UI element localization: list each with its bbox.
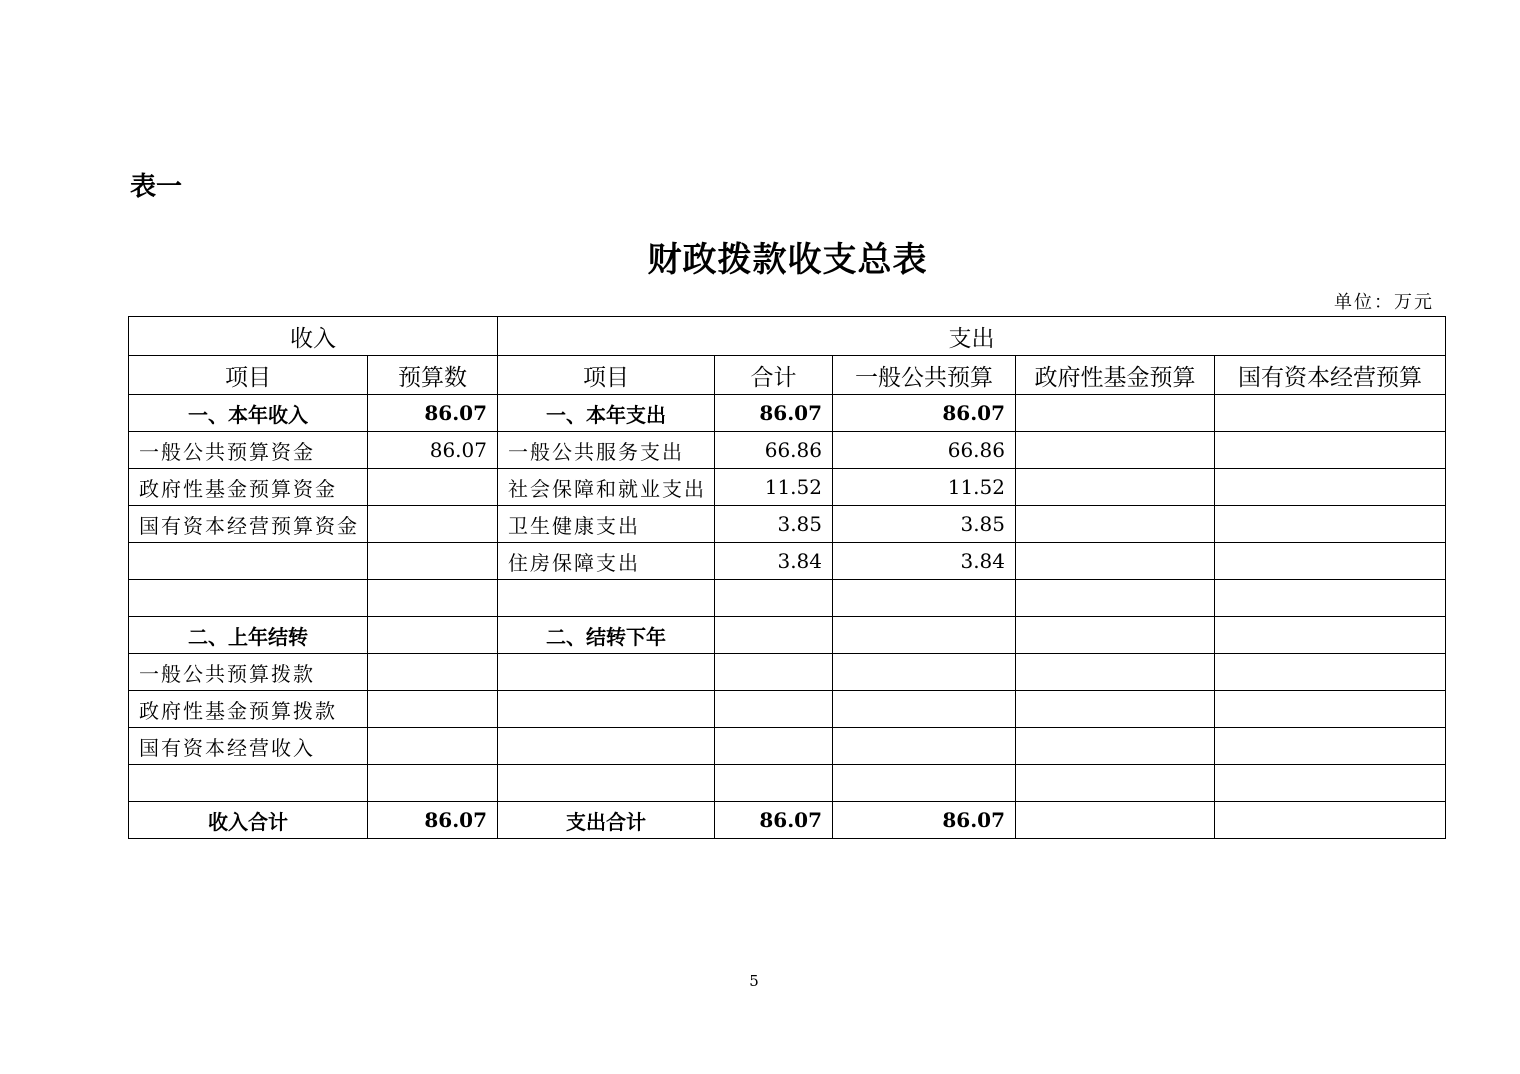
- cell-fund-budget: [1016, 728, 1215, 765]
- col-header-budget: 预算数: [368, 356, 498, 395]
- cell-budget-amount: [368, 543, 498, 580]
- cell-state-capital-budget: [1215, 691, 1446, 728]
- cell-total: [715, 728, 833, 765]
- cell-total: [715, 580, 833, 617]
- table-row: [129, 395, 1446, 432]
- cell-total: 66.86: [715, 432, 833, 469]
- cell-total: 86.07: [715, 395, 833, 432]
- cell-general-budget: 3.85: [833, 506, 1016, 543]
- cell-budget-amount: [368, 654, 498, 691]
- cell-fund-budget: [1016, 506, 1215, 543]
- cell-state-capital-budget: [1215, 543, 1446, 580]
- cell-expense-item: 一、本年支出: [498, 395, 715, 432]
- cell-income-item: 收入合计: [129, 802, 368, 839]
- cell-budget-amount: 86.07: [368, 395, 498, 432]
- table-row: [129, 469, 1446, 506]
- cell-income-item: [129, 765, 368, 802]
- cell-budget-amount: [368, 469, 498, 506]
- cell-general-budget: 3.84: [833, 543, 1016, 580]
- cell-income-item: [129, 543, 368, 580]
- cell-fund-budget: [1016, 580, 1215, 617]
- cell-budget-amount: [368, 617, 498, 654]
- cell-general-budget: 86.07: [833, 802, 1016, 839]
- cell-expense-item: [498, 728, 715, 765]
- cell-total: [715, 691, 833, 728]
- cell-state-capital-budget: [1215, 580, 1446, 617]
- cell-total: 11.52: [715, 469, 833, 506]
- table-row: [129, 580, 1446, 617]
- cell-fund-budget: [1016, 691, 1215, 728]
- cell-budget-amount: [368, 728, 498, 765]
- cell-budget-amount: 86.07: [368, 802, 498, 839]
- cell-state-capital-budget: [1215, 728, 1446, 765]
- table-row: [129, 691, 1446, 728]
- table-label: 表一: [130, 172, 183, 202]
- table-row: [129, 617, 1446, 654]
- cell-state-capital-budget: [1215, 506, 1446, 543]
- cell-state-capital-budget: [1215, 765, 1446, 802]
- table-row: [129, 506, 1446, 543]
- cell-expense-item: [498, 654, 715, 691]
- cell-budget-amount: [368, 765, 498, 802]
- table-row: [129, 765, 1446, 802]
- cell-income-item: [129, 580, 368, 617]
- cell-general-budget: 66.86: [833, 432, 1016, 469]
- cell-income-item: 政府性基金预算拨款: [129, 691, 368, 728]
- cell-state-capital-budget: [1215, 802, 1446, 839]
- cell-total: [715, 617, 833, 654]
- cell-general-budget: 86.07: [833, 395, 1016, 432]
- cell-fund-budget: [1016, 765, 1215, 802]
- col-header-state-capital-budget: 国有资本经营预算: [1215, 356, 1446, 395]
- group-income-header: 收入: [129, 317, 498, 356]
- cell-fund-budget: [1016, 617, 1215, 654]
- column-header-row: [129, 356, 1446, 395]
- cell-state-capital-budget: [1215, 654, 1446, 691]
- cell-fund-budget: [1016, 802, 1215, 839]
- page-number: 5: [749, 972, 759, 990]
- cell-expense-item: 支出合计: [498, 802, 715, 839]
- cell-state-capital-budget: [1215, 469, 1446, 506]
- cell-fund-budget: [1016, 654, 1215, 691]
- cell-income-item: 一、本年收入: [129, 395, 368, 432]
- budget-summary-table: [128, 316, 1446, 839]
- cell-state-capital-budget: [1215, 395, 1446, 432]
- group-header-row: [129, 317, 1446, 356]
- col-header-total: 合计: [715, 356, 833, 395]
- cell-fund-budget: [1016, 395, 1215, 432]
- cell-expense-item: 社会保障和就业支出: [498, 469, 715, 506]
- cell-state-capital-budget: [1215, 432, 1446, 469]
- cell-expense-item: 一般公共服务支出: [498, 432, 715, 469]
- cell-state-capital-budget: [1215, 617, 1446, 654]
- cell-total: 86.07: [715, 802, 833, 839]
- unit-note: 单位：万元: [1334, 292, 1434, 313]
- cell-general-budget: 11.52: [833, 469, 1016, 506]
- cell-total: [715, 654, 833, 691]
- table-row: [129, 654, 1446, 691]
- col-header-income-item: 项目: [129, 356, 368, 395]
- table-row: [129, 543, 1446, 580]
- cell-expense-item: [498, 580, 715, 617]
- cell-general-budget: [833, 580, 1016, 617]
- cell-total: 3.85: [715, 506, 833, 543]
- cell-general-budget: [833, 654, 1016, 691]
- cell-general-budget: [833, 617, 1016, 654]
- group-expense-header: 支出: [498, 317, 1446, 356]
- cell-income-item: 国有资本经营预算资金: [129, 506, 368, 543]
- cell-expense-item: 住房保障支出: [498, 543, 715, 580]
- cell-general-budget: [833, 765, 1016, 802]
- cell-total: 3.84: [715, 543, 833, 580]
- cell-budget-amount: [368, 580, 498, 617]
- cell-budget-amount: 86.07: [368, 432, 498, 469]
- col-header-general-budget: 一般公共预算: [833, 356, 1016, 395]
- cell-budget-amount: [368, 506, 498, 543]
- cell-income-item: 国有资本经营收入: [129, 728, 368, 765]
- col-header-fund-budget: 政府性基金预算: [1016, 356, 1215, 395]
- cell-total: [715, 765, 833, 802]
- page-title: 财政拨款收支总表: [647, 240, 928, 280]
- table-row: [129, 432, 1446, 469]
- cell-fund-budget: [1016, 543, 1215, 580]
- cell-budget-amount: [368, 691, 498, 728]
- cell-income-item: 二、上年结转: [129, 617, 368, 654]
- cell-income-item: 一般公共预算拨款: [129, 654, 368, 691]
- cell-general-budget: [833, 691, 1016, 728]
- cell-expense-item: [498, 691, 715, 728]
- cell-expense-item: 二、结转下年: [498, 617, 715, 654]
- cell-general-budget: [833, 728, 1016, 765]
- table-row: [129, 728, 1446, 765]
- cell-fund-budget: [1016, 432, 1215, 469]
- cell-fund-budget: [1016, 469, 1215, 506]
- cell-income-item: 一般公共预算资金: [129, 432, 368, 469]
- table-row: [129, 802, 1446, 839]
- col-header-expense-item: 项目: [498, 356, 715, 395]
- cell-expense-item: [498, 765, 715, 802]
- cell-income-item: 政府性基金预算资金: [129, 469, 368, 506]
- cell-expense-item: 卫生健康支出: [498, 506, 715, 543]
